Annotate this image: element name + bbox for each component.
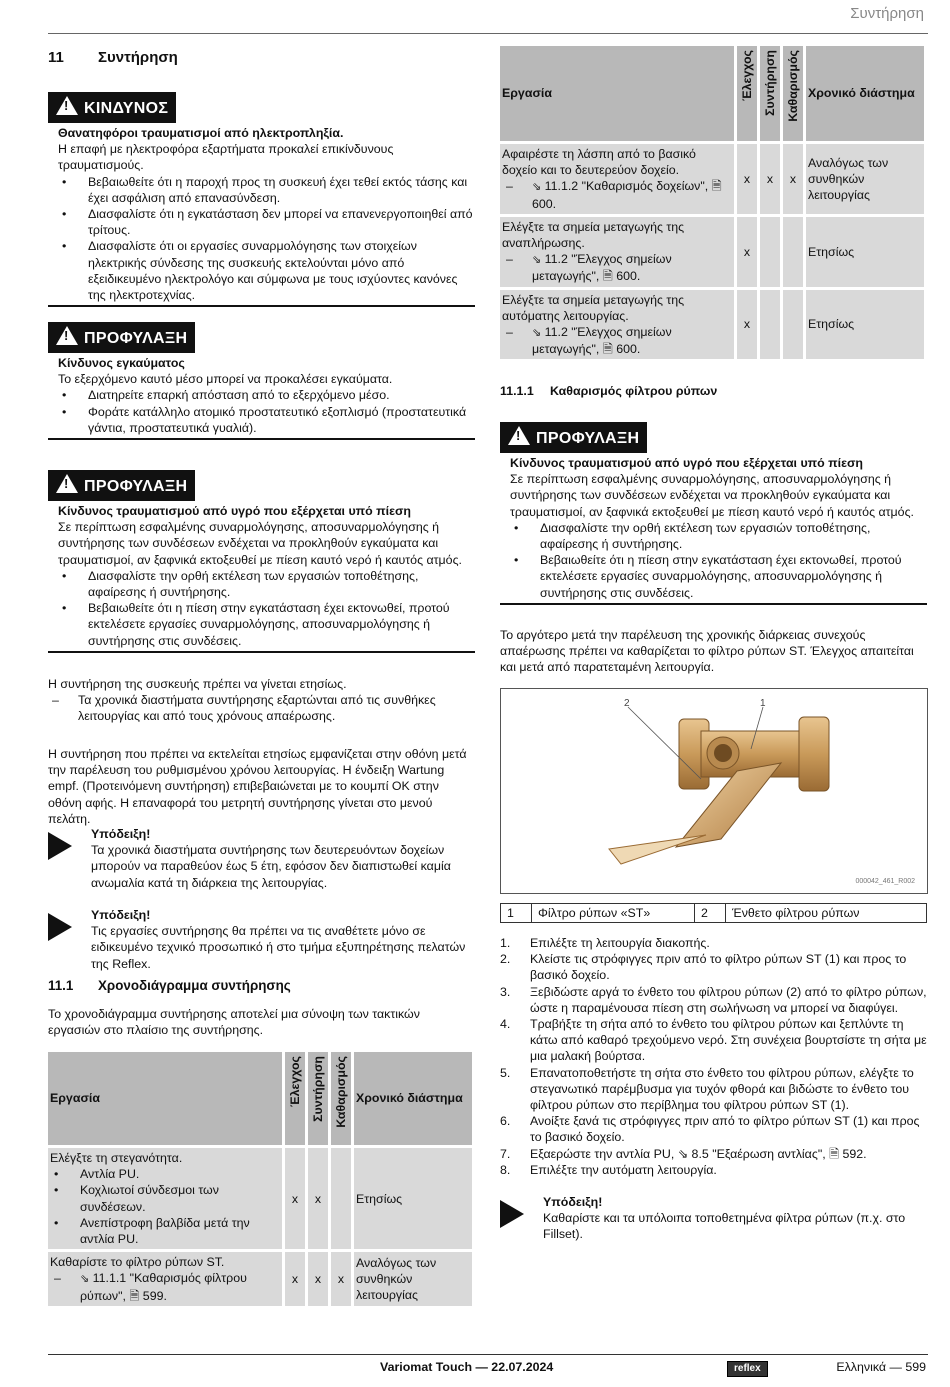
filter-paragraph: Το αργότερο μετά την παρέλευση της χρονικής διάρκειας συνεχούς απαέρωσης πρέπει να καθαρίζεται το φίλτρο ρύπων ST. Έλεγχος απαιτείται και μετά από παρατεταμένη λειτουργία. <box>500 628 914 675</box>
reference-arrow-icon: ⇘ <box>532 327 542 340</box>
list-item: • Βεβαιωθείτε ότι η πίεση στην εγκατάσταση έχει εκτονωθεί, προτού εκτελέσετε εργασίες συναρμολόγησης, αποσυναρμολόγησης ή συντήρησης στις συνδέσεις. <box>510 552 927 601</box>
clean-mark <box>783 290 803 360</box>
cross-reference-link[interactable]: – ⇘ 11.2 "Έλεγχος σημείων μεταγωγής", 🗎 600. <box>502 251 732 284</box>
check-mark: x <box>737 217 757 287</box>
check-mark: x <box>737 144 757 214</box>
task-cell: Καθαρίστε το φίλτρο ρύπων ST. – ⇘ 11.1.1 "Καθαρισμός φίλτρου ρύπων", 🗎 599. <box>48 1252 282 1306</box>
subsection-heading <box>500 383 927 399</box>
list-item: • Ανεπίστροφη βαλβίδα μετά την αντλία PU. <box>50 1215 280 1247</box>
figure-legend <box>500 903 927 923</box>
section-number: 11.1 <box>48 978 74 993</box>
note-text: Τις εργασίες συντήρησης θα πρέπει να τις αναθέτετε μόνο σε ειδικευμένο τεχνικό προσωπικό ή στο τμήμα εξυπηρέτησης πελατών της Reflex. <box>91 924 466 971</box>
note-secondary-vessels <box>48 826 475 891</box>
warning-triangle-icon <box>56 474 78 493</box>
strainer-illustration <box>501 689 927 893</box>
list-item: 7. Εξαερώστε την αντλία PU, ⇘ 8.5 "Εξαέρωση αντλίας", 🗎 592. <box>500 1146 867 1161</box>
list-item: – Τα χρονικά διαστήματα συντήρησης εξαρτώνται από τις συνθήκες λειτουργίας και από τους χρόνους απαέρωσης. <box>48 692 475 724</box>
caution-intro: Σε περίπτωση εσφαλμένης συναρμολόγησης, αποσυναρμολόγησης ή συντήρησης των συνδέσεων ενδέχεται να προκληθούν εγκαύματα και τραυματισμοί, αν ξαφνικά εκτοξευθεί με πίεση καυτό νερό ή καυτός ατμός. <box>510 472 914 519</box>
note-text: Τα χρονικά διαστήματα συντήρησης των δευτερευόντων δοχείων μπορούν να παραθεύον έως 5 έτη, εφόσον δεν διαπιστωθεί καμία ανωμαλία κατά τη διάρκεια της λειτουργίας. <box>91 843 451 890</box>
maint-mark <box>760 290 780 360</box>
maint-mark: x <box>308 1252 328 1306</box>
caution-pressure-box <box>48 470 475 653</box>
list-item: 2. Κλείστε τις στρόφιγγες πριν από το φίλτρο ρύπων ST (1) και προς το βασικό δοχείο. <box>500 952 907 983</box>
caution-pressure-box-2 <box>500 422 927 605</box>
reference-arrow-icon: ⇘ <box>80 1273 90 1286</box>
note-heading: Υπόδειξη! <box>91 827 151 841</box>
list-item: 1. Επιλέξτε τη λειτουργία διακοπής. <box>500 936 710 950</box>
caution-intro: Το εξερχόμενο καυτό μέσο μπορεί να προκαλέσει εγκαύματα. <box>58 372 393 387</box>
danger-box <box>48 92 475 307</box>
list-item: • Διασφαλίστε την ορθή εκτέλεση των εργασιών τοποθέτησης, αφαίρεσης ή συντήρησης. <box>510 520 927 552</box>
chapter-number: 11 <box>48 49 64 66</box>
cross-reference-link[interactable]: – ⇘ 11.1.2 "Καθαρισμός δοχείων", 🗎 600. <box>502 178 732 211</box>
header-maintenance: Συντήρηση <box>760 46 780 141</box>
caution-body <box>48 503 475 653</box>
clean-mark <box>783 217 803 287</box>
danger-body <box>48 125 475 307</box>
list-item: 6. Ανοίξτε ξανά τις στρόφιγγες πριν από το φίλτρο ρύπων ST (1) και προς το βασικό δοχείο. <box>500 1114 920 1145</box>
page-icon: 🗎 <box>711 179 722 194</box>
table-row <box>48 1148 472 1249</box>
note-arrow-icon <box>48 832 72 860</box>
section-heading <box>48 978 475 994</box>
caution-list <box>58 387 475 436</box>
page-icon: 🗎 <box>129 1288 140 1303</box>
table-row <box>48 1252 472 1306</box>
table-row <box>500 144 924 214</box>
caution-label: !ΠΡΟΦΥΛΑΞΗ <box>500 422 647 453</box>
table-row <box>500 217 924 287</box>
check-mark: x <box>285 1252 305 1306</box>
check-mark: x <box>737 290 757 360</box>
warning-triangle-icon <box>56 326 78 345</box>
schedule-table-right <box>500 43 930 362</box>
reference-arrow-icon: ⇘ <box>532 181 542 194</box>
note-other-filters <box>500 1194 927 1243</box>
interval-cell: Αναλόγως των συνθηκών λειτουργίας <box>354 1252 472 1306</box>
subsection-number: 11.1.1 <box>500 384 534 398</box>
list-item: • Αντλία PU. <box>50 1166 280 1182</box>
danger-title: Θανατηφόροι τραυματισμοί από ηλεκτροπληξία. <box>58 126 344 140</box>
footer-rule <box>48 1354 928 1355</box>
danger-list <box>58 174 475 304</box>
schedule-table-left <box>48 1049 478 1309</box>
task-cell: Ελέγξτε τη στεγανότητα. • Αντλία PU. • Κοχλιωτοί σύνδεσμοι των συνδέσεων. • Ανεπίστροφη βαλβίδα μετά την αντλία PU. <box>48 1148 282 1249</box>
maint-mark <box>760 217 780 287</box>
caution-title: Κίνδυνος τραυματισμού από υγρό που εξέρχεται υπό πίεση <box>510 456 864 470</box>
table-row <box>500 290 924 360</box>
caution-list <box>58 568 475 649</box>
warning-triangle-icon <box>56 96 78 115</box>
list-item: 8. Επιλέξτε την αυτόματη λειτουργία. <box>500 1162 717 1177</box>
danger-intro: Η επαφή με ηλεκτροφόρα εξαρτήματα προκαλεί επικίνδυνους τραυματισμούς. <box>58 142 394 173</box>
caution-burn-box <box>48 322 475 440</box>
callout-2: 2 <box>624 698 630 709</box>
maintenance-paragraph: Η συντήρηση της συσκευής πρέπει να γίνεται ετησίως. – Τα χρονικά διαστήματα συντήρησης εξαρτώνται από τις συνθήκες λειτουργίας και από τους χρόνους απαέρωσης. <box>48 676 475 725</box>
caution-list <box>510 520 927 601</box>
task-cell: Ελέγξτε τα σημεία μεταγωγής της αναπλήρωσης. – ⇘ 11.2 "Έλεγχος σημείων μεταγωγής", 🗎 600. <box>500 217 734 287</box>
cross-reference-link[interactable]: – ⇘ 11.1.1 "Καθαρισμός φίλτρου ρύπων", 🗎 599. <box>50 1270 280 1303</box>
chapter-heading <box>48 50 475 66</box>
caution-body <box>500 455 927 605</box>
list-item: 3. Ξεβιδώστε αργά το ένθετο του φίλτρου ρύπων (2) από το φίλτρο ρύπων, ώστε η παραμένουσα πίεση στη σωλήνωση να μπορεί να διαφύγει. <box>500 984 927 1015</box>
caution-label: !ΠΡΟΦΥΛΑΞΗ <box>48 470 195 501</box>
warning-triangle-icon <box>508 426 530 445</box>
interval-cell: Ετησίως <box>354 1148 472 1249</box>
list-item: 4. Τραβήξτε τη σήτα από το ένθετο του φίλτρου ρύπων και ξεπλύντε τη κάτω από καθαρό τρεχούμενο νερό. Στη συνέχεια βουρτσίστε τη σήτα με μια μαλακή βούρτσα. <box>500 1017 927 1064</box>
clean-mark: x <box>331 1252 351 1306</box>
header-interval: Χρονικό διάστημα <box>354 1052 472 1145</box>
list-item: • Διασφαλίστε ότι οι εργασίες συναρμολόγησης των στοιχείων ηλεκτρικής σύνδεσης της συσκευής εκτελούνται μόνο από εξειδικευμένο ηλεκτρολόγο και σύμφωνα με τους ισχύοντες κανόνες της ηλεκτροτεχνίας. <box>58 238 475 303</box>
subsection-title: Καθαρισμός φίλτρου ρύπων <box>550 384 718 398</box>
running-header: Συντήρηση <box>850 5 924 22</box>
header-check: Έλεγχος <box>285 1052 305 1145</box>
task-cell: Αφαιρέστε τη λάσπη από το βασικό δοχείο και το δευτερεύον δοχείο. – ⇘ 11.1.2 "Καθαρισμός δοχείων", 🗎 600. <box>500 144 734 214</box>
section-title: Χρονοδιάγραμμα συντήρησης <box>98 978 291 993</box>
figure-code: 000042_461_R002 <box>855 878 915 885</box>
list-item: • Βεβαιωθείτε ότι η πίεση στην εγκατάσταση έχει εκτονωθεί, προτού εκτελέσετε εργασίες συναρμολόγησης, αποσυναρμολόγησης ή συντήρησης στις συνδέσεις. <box>58 600 475 649</box>
header-cleaning: Καθαρισμός <box>783 46 803 141</box>
callout-1: 1 <box>760 698 766 709</box>
list-item: • Διατηρείτε επαρκή απόσταση από το εξερχόμενο μέσο. <box>58 387 475 403</box>
note-arrow-icon <box>500 1200 524 1228</box>
interval-cell: Ετησίως <box>806 290 924 360</box>
note-arrow-icon <box>48 913 72 941</box>
legend-number: 1 <box>501 904 532 923</box>
list-item: • Διασφαλίστε την ορθή εκτέλεση των εργασιών τοποθέτησης, αφαίρεσης ή συντήρησης. <box>58 568 475 600</box>
maint-mark: x <box>760 144 780 214</box>
legend-text: Φίλτρο ρύπων «ST» <box>532 904 695 923</box>
list-item: • Διασφαλίστε ότι η εγκατάσταση δεν μπορεί να επανενεργοποιηθεί από τρίτους. <box>58 206 475 238</box>
reference-arrow-icon: ⇘ <box>532 254 542 267</box>
interval-cell: Αναλόγως των συνθηκών λειτουργίας <box>806 144 924 214</box>
caution-body <box>48 355 475 440</box>
list-item: • Φοράτε κατάλληλο ατομικό προστατευτικό εξοπλισμό (προστατευτικά γάντια, προστατευτικά γυαλιά). <box>58 404 475 436</box>
check-mark: x <box>285 1148 305 1249</box>
section-intro: Το χρονοδιάγραμμα συντήρησης αποτελεί μια σύνοψη των τακτικών εργασιών στο πλαίσιο της συντήρησης. <box>48 1007 420 1038</box>
note-qualified-staff <box>48 907 475 972</box>
caution-title: Κίνδυνος τραυματισμού από υγρό που εξέρχεται υπό πίεση <box>58 504 412 518</box>
header-cleaning: Καθαρισμός <box>331 1052 351 1145</box>
header-task: Εργασία <box>500 46 734 141</box>
cross-reference-link[interactable]: – ⇘ 11.2 "Έλεγχος σημείων μεταγωγής", 🗎 600. <box>502 324 732 357</box>
task-cell: Ελέγξτε τα σημεία μεταγωγής της αυτόματης λειτουργίας. – ⇘ 11.2 "Έλεγχος σημείων μεταγωγής", 🗎 600. <box>500 290 734 360</box>
note-heading: Υπόδειξη! <box>543 1195 603 1209</box>
page-icon: 🗎 <box>602 342 613 357</box>
header-maintenance: Συντήρηση <box>308 1052 328 1145</box>
list-item: 5. Επανατοποθετήστε τη σήτα στο ένθετο του φίλτρου ρύπων, ελέγξτε το στεγανωτικό παρέμβυσμα για τυχόν φθορά και βιδώστε το ένθετο του φίλτρου ρύπων στο περίβλημα του φίλτρου ρύπων ST (1). <box>500 1065 914 1113</box>
strainer-figure <box>500 688 928 894</box>
note-heading: Υπόδειξη! <box>91 908 151 922</box>
list-item: • Κοχλιωτοί σύνδεσμοι των συνδέσεων. <box>50 1182 280 1214</box>
clean-mark <box>331 1148 351 1249</box>
header-check: Έλεγχος <box>737 46 757 141</box>
list-item: • Βεβαιωθείτε ότι η παροχή προς τη συσκευή έχει τεθεί εκτός τάσης και έχει ασφάλιση από επανασύνδεση. <box>58 174 475 206</box>
legend-text: Ένθετο φίλτρου ρύπων <box>726 904 927 923</box>
maintenance-dash-list <box>48 692 475 724</box>
footer-page: Ελληνικά — 599 <box>836 1360 926 1374</box>
danger-label: !ΚΙΝΔΥΝΟΣ <box>48 92 176 123</box>
footer-product: Variomat Touch — 22.07.2024 <box>380 1360 554 1374</box>
footer-logo: reflex <box>727 1359 768 1377</box>
cleaning-steps <box>500 935 927 1178</box>
legend-number: 2 <box>695 904 726 923</box>
display-paragraph: Η συντήρηση που πρέπει να εκτελείται ετησίως εμφανίζεται στην οθόνη μετά την παρέλευση του ρυθμισμένου χρόνου λειτουργίας. Η ένδειξη Wartung empf. (Προτεινόμενη συντήρηση) επιβεβαιώνεται με το κουμπί OK στην οθόνη αφής. Η επαναφορά του μετρητή συντήρησης γίνεται στο μενού πελάτη. <box>48 747 467 826</box>
header-task: Εργασία <box>48 1052 282 1145</box>
caution-intro: Σε περίπτωση εσφαλμένης συναρμολόγησης, αποσυναρμολόγησης ή συντήρησης των συνδέσεων ενδέχεται να προκληθούν εγκαύματα και τραυματισμοί, αν ξαφνικά εκτοξευθεί με πίεση καυτό νερό ή καυτός ατμός. <box>58 520 462 567</box>
caution-label: !ΠΡΟΦΥΛΑΞΗ <box>48 322 195 353</box>
interval-cell: Ετησίως <box>806 217 924 287</box>
maint-mark: x <box>308 1148 328 1249</box>
caution-title: Κίνδυνος εγκαύματος <box>58 356 185 370</box>
chapter-title: Συντήρηση <box>98 49 178 66</box>
note-text: Καθαρίστε και τα υπόλοιπα τοποθετημένα φίλτρα ρύπων (π.χ. στο Fillset). <box>543 1211 906 1242</box>
header-interval: Χρονικό διάστημα <box>806 46 924 141</box>
header-rule <box>48 33 928 34</box>
page-icon: 🗎 <box>602 269 613 284</box>
clean-mark: x <box>783 144 803 214</box>
